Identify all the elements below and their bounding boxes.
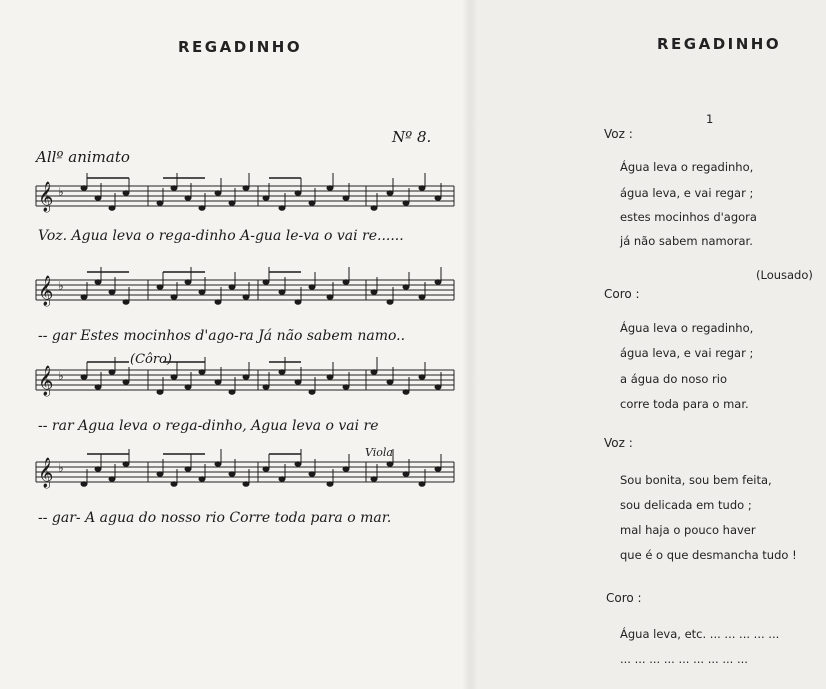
note-head — [185, 196, 191, 201]
note-head — [387, 300, 393, 305]
note-head — [263, 385, 269, 390]
note-head — [229, 285, 235, 290]
note-head — [279, 206, 285, 211]
note-head — [243, 295, 249, 300]
note-head — [295, 191, 301, 196]
note-head — [387, 380, 393, 385]
note-head — [419, 186, 425, 191]
poem-line: que é o que desmancha tudo ! — [620, 548, 797, 562]
note-head — [157, 285, 163, 290]
note-head — [95, 196, 101, 201]
note-head — [243, 186, 249, 191]
note-head — [279, 370, 285, 375]
stanza-label-voz-2: Voz : — [604, 436, 633, 450]
note-head — [171, 295, 177, 300]
note-head — [199, 370, 205, 375]
treble-clef-icon: 𝄞 — [38, 182, 54, 212]
source-attribution: (Lousado) — [756, 268, 813, 282]
note-head — [215, 191, 221, 196]
note-head — [199, 477, 205, 482]
stanza-label-coro-2: Coro : — [606, 591, 642, 605]
note-head — [295, 380, 301, 385]
lyric-line-3: -- rar Agua leva o rega-dinho, Agua leva o vai re — [38, 418, 379, 434]
flat-sign-icon: ♭ — [58, 461, 64, 475]
note-head — [123, 191, 129, 196]
note-head — [171, 375, 177, 380]
note-head — [95, 280, 101, 285]
note-head — [309, 472, 315, 477]
note-head — [123, 300, 129, 305]
note-head — [81, 186, 87, 191]
note-head — [371, 206, 377, 211]
note-head — [229, 472, 235, 477]
poem-line: mal haja o pouco haver — [620, 523, 756, 537]
note-head — [199, 290, 205, 295]
poem-line: estes mocinhos d'agora — [620, 210, 757, 224]
section-number: 1 — [706, 112, 714, 126]
note-head — [403, 201, 409, 206]
note-head — [309, 201, 315, 206]
note-head — [185, 385, 191, 390]
note-head — [419, 375, 425, 380]
stanza-label-voz-1: Voz : — [604, 127, 633, 141]
right-page — [470, 0, 826, 689]
note-head — [403, 285, 409, 290]
treble-clef-icon: 𝄞 — [38, 366, 54, 396]
note-head — [295, 462, 301, 467]
poem-line: Água leva, etc. ... ... ... ... ... — [620, 627, 780, 641]
left-page-title: REGADINHO — [178, 38, 303, 56]
tempo-marking: Allº animato — [36, 148, 130, 166]
note-head — [123, 462, 129, 467]
note-head — [81, 375, 87, 380]
note-head — [387, 191, 393, 196]
lyric-line-4: -- gar- A agua do nosso rio Corre toda para o mar. — [38, 510, 392, 526]
note-head — [279, 290, 285, 295]
coro-marking: (Côro) — [130, 352, 172, 367]
note-head — [199, 206, 205, 211]
note-head — [371, 477, 377, 482]
note-head — [419, 482, 425, 487]
note-head — [95, 385, 101, 390]
note-head — [263, 196, 269, 201]
note-head — [229, 201, 235, 206]
viola-marking: Viola — [365, 446, 393, 459]
note-head — [229, 390, 235, 395]
poem-line: já não sabem namorar. — [620, 234, 753, 248]
note-head — [327, 186, 333, 191]
poem-line: água leva, e vai regar ; — [620, 346, 754, 360]
right-page-title: REGADINHO — [657, 35, 782, 53]
poem-line: corre toda para o mar. — [620, 397, 749, 411]
note-head — [343, 280, 349, 285]
note-head — [327, 375, 333, 380]
note-head — [263, 467, 269, 472]
note-head — [263, 280, 269, 285]
note-head — [387, 462, 393, 467]
note-head — [343, 196, 349, 201]
note-head — [309, 390, 315, 395]
note-head — [109, 206, 115, 211]
poem-line: Água leva o regadinho, — [620, 321, 754, 335]
note-head — [435, 280, 441, 285]
note-head — [215, 380, 221, 385]
note-head — [309, 285, 315, 290]
note-head — [109, 370, 115, 375]
note-head — [279, 477, 285, 482]
note-head — [81, 295, 87, 300]
note-head — [343, 467, 349, 472]
note-head — [185, 280, 191, 285]
flat-sign-icon: ♭ — [58, 185, 64, 199]
note-head — [295, 300, 301, 305]
note-head — [185, 467, 191, 472]
note-head — [123, 380, 129, 385]
lyric-line-1: Voz. Agua leva o rega-dinho A-gua le-va o vai re...... — [38, 228, 404, 244]
note-head — [343, 385, 349, 390]
note-head — [157, 201, 163, 206]
note-head — [243, 375, 249, 380]
treble-clef-icon: 𝄞 — [38, 276, 54, 306]
note-head — [371, 290, 377, 295]
note-head — [95, 467, 101, 472]
poem-line: sou delicada em tudo ; — [620, 498, 752, 512]
note-head — [109, 290, 115, 295]
note-head — [171, 186, 177, 191]
note-head — [157, 472, 163, 477]
lyric-line-2: -- gar Estes mocinhos d'ago-ra Já não sabem namo.. — [38, 328, 406, 344]
treble-clef-icon: 𝄞 — [38, 458, 54, 488]
poem-line: a água do noso rio — [620, 372, 727, 386]
flat-sign-icon: ♭ — [58, 369, 64, 383]
flat-sign-icon: ♭ — [58, 279, 64, 293]
note-head — [327, 482, 333, 487]
note-head — [171, 482, 177, 487]
note-head — [403, 472, 409, 477]
note-head — [371, 370, 377, 375]
song-number: Nº 8. — [392, 128, 432, 146]
note-head — [435, 385, 441, 390]
poem-line: Água leva o regadinho, — [620, 160, 754, 174]
note-head — [435, 467, 441, 472]
note-head — [109, 477, 115, 482]
note-head — [81, 482, 87, 487]
poem-line: Sou bonita, sou bem feita, — [620, 473, 772, 487]
poem-line: água leva, e vai regar ; — [620, 186, 754, 200]
note-head — [403, 390, 409, 395]
note-head — [327, 295, 333, 300]
note-head — [243, 482, 249, 487]
note-head — [215, 462, 221, 467]
poem-line: ... ... ... ... ... ... ... ... ... — [620, 652, 748, 666]
stanza-label-coro-1: Coro : — [604, 287, 640, 301]
note-head — [435, 196, 441, 201]
note-head — [157, 390, 163, 395]
note-head — [215, 300, 221, 305]
note-head — [419, 295, 425, 300]
